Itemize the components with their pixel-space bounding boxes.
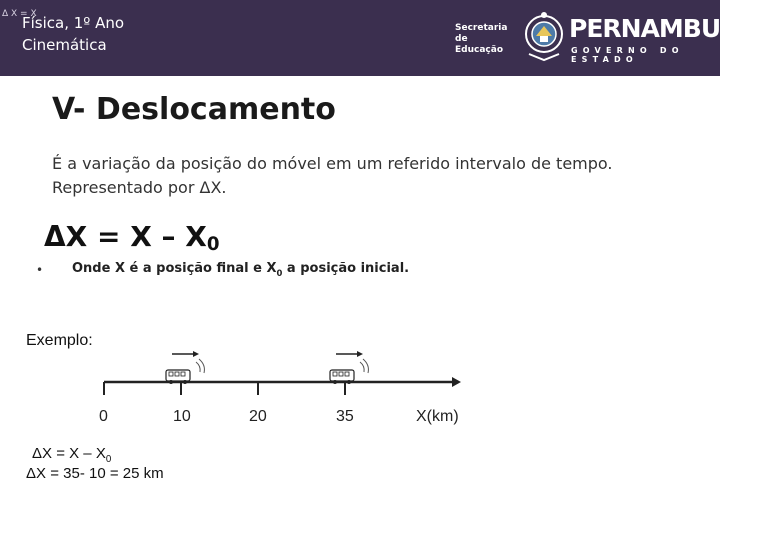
- bus-icon-end: [330, 351, 368, 384]
- description-suffix: X.: [210, 178, 227, 197]
- description-line-2: [52, 178, 227, 197]
- tick-label-0: 0: [99, 408, 108, 425]
- secretaria-line2: Educação: [455, 45, 503, 55]
- brand-subtitle: GOVERNO DO ESTADO: [571, 46, 684, 64]
- subject-label: Física, 1º Ano: [22, 14, 125, 32]
- description-prefix: Representado por: [52, 178, 200, 197]
- slide-title: V- Deslocamento: [52, 92, 336, 127]
- secretaria-label: [455, 23, 517, 56]
- topic-label: Cinemática: [22, 36, 107, 54]
- bus-icon-start: [166, 351, 204, 384]
- formula-text: X = X – X: [65, 220, 207, 253]
- tick-label-35: 35: [336, 408, 354, 425]
- header-formula-fragment: Δ X = X: [2, 9, 37, 19]
- axis-arrowhead-icon: [452, 377, 461, 387]
- calc2-delta: Δ: [26, 465, 37, 482]
- brand-wordmark: PERNAMBUCO: [569, 14, 758, 43]
- position-axis: [0, 340, 720, 410]
- state-crest-icon: [523, 10, 565, 62]
- calc-line-2: [26, 465, 164, 482]
- bullet-text: [72, 261, 409, 278]
- formula-delta: Δ: [44, 220, 66, 253]
- formula-subscript: 0: [206, 234, 220, 255]
- calc1-subscript: 0: [105, 454, 112, 465]
- tick-label-10: 10: [173, 408, 191, 425]
- calc1-delta: Δ: [32, 445, 43, 462]
- bullet-text-post: a posição inicial: [282, 261, 405, 276]
- delta-symbol: Δ: [199, 178, 211, 197]
- calc-line-1: [32, 445, 111, 465]
- header-banner: [0, 0, 758, 76]
- axis-unit-label: X(km): [416, 408, 459, 425]
- calc2-text: X = 35- 10 = 25 km: [36, 465, 164, 482]
- tick-label-20: 20: [249, 408, 267, 425]
- bullet-subscript: 0: [276, 268, 283, 278]
- bullet-marker: •: [36, 263, 44, 277]
- secretaria-line1: Secretaria de: [455, 23, 508, 44]
- calc1-text: X = X – X: [42, 445, 106, 462]
- description-line-1: É a variação da posição do móvel em um referido intervalo de tempo.: [52, 154, 613, 173]
- example-label: Exemplo:: [26, 332, 93, 349]
- bullet-period: .: [404, 261, 410, 276]
- bullet-text-pre: Onde X é a posição final e X: [72, 261, 277, 276]
- displacement-formula: [44, 220, 220, 255]
